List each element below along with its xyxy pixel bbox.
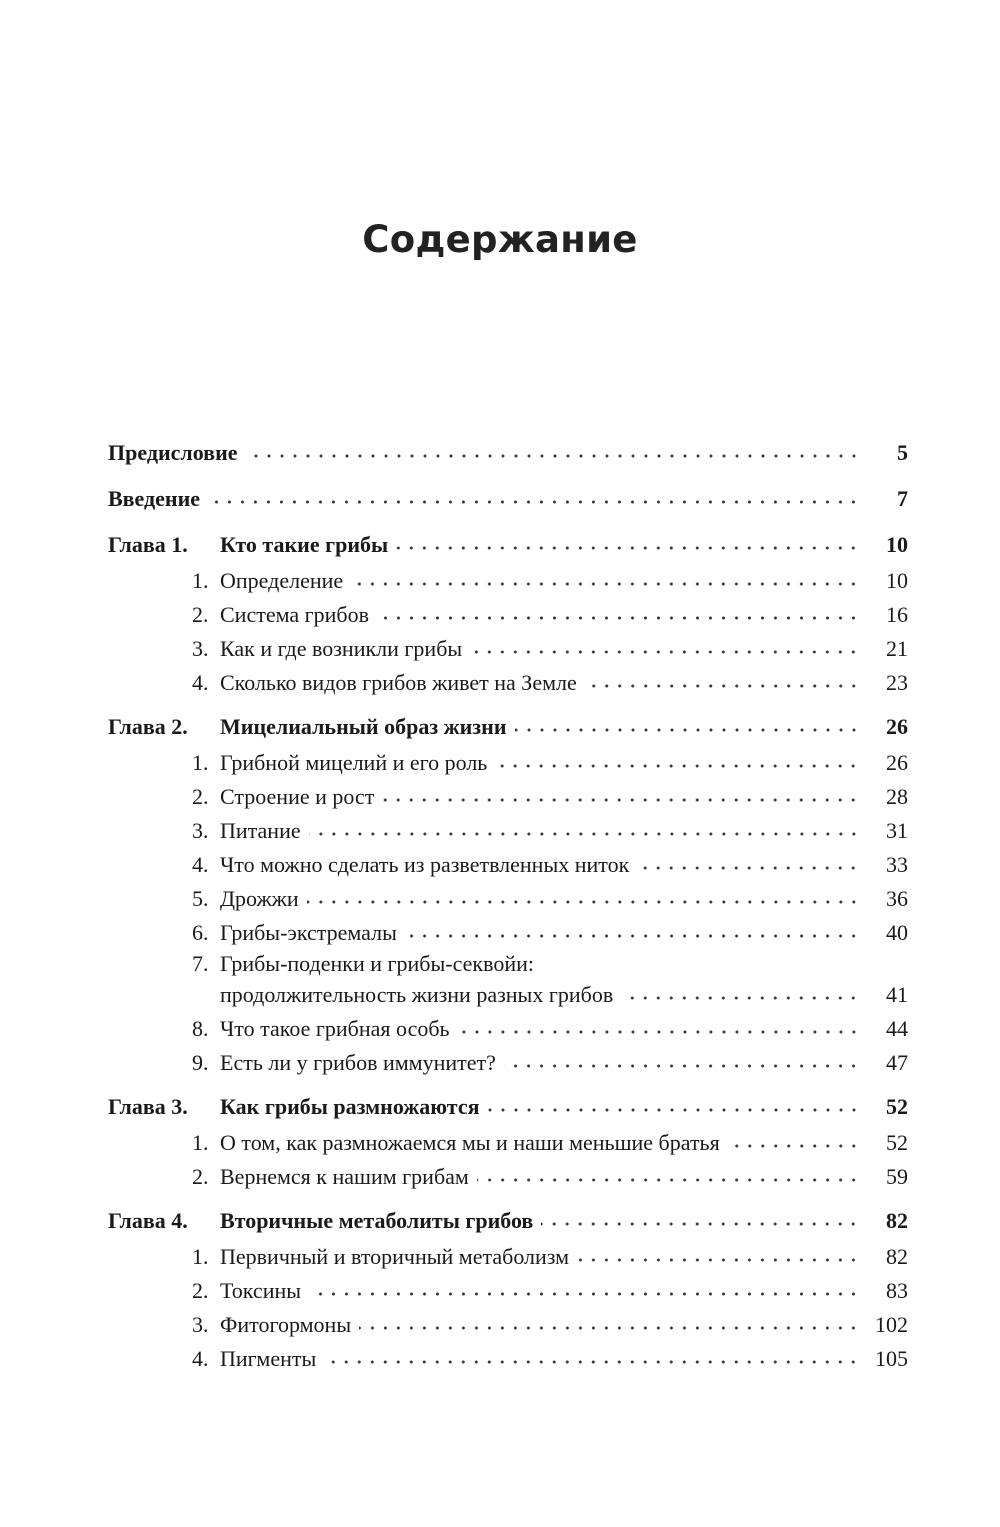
dot-leader bbox=[477, 1178, 860, 1182]
toc-front-entry[interactable] bbox=[108, 434, 908, 472]
toc-chapter-entry[interactable] bbox=[108, 526, 908, 564]
dot-leader bbox=[515, 728, 861, 732]
page-number: 33 bbox=[886, 852, 908, 877]
toc-section-entry[interactable] bbox=[108, 746, 908, 780]
section-title: Вернемся к нашим грибам bbox=[220, 1164, 469, 1189]
dot-leader bbox=[246, 454, 860, 458]
section-number: 2. bbox=[192, 784, 209, 809]
page-number: 36 bbox=[886, 886, 908, 911]
section-title: Строение и рост bbox=[220, 784, 375, 809]
section-number: 1. bbox=[192, 1130, 209, 1155]
entry-title: Как грибы размножаются bbox=[220, 1094, 480, 1119]
section-number: 4. bbox=[192, 852, 209, 877]
toc-chapter-entry[interactable] bbox=[108, 1088, 908, 1126]
toc-chapter-entry[interactable] bbox=[108, 708, 908, 746]
section-title: Первичный и вторичный метаболизм bbox=[220, 1244, 570, 1269]
page-number: 102 bbox=[875, 1312, 908, 1337]
dot-leader bbox=[621, 996, 860, 1000]
page-number: 7 bbox=[897, 486, 908, 511]
entry-title: Мицелиальный образ жизни bbox=[220, 714, 507, 739]
toc-section-entry[interactable] bbox=[108, 1342, 908, 1376]
section-title: Грибы-экстремалы bbox=[220, 920, 397, 945]
section-title: Токсины bbox=[220, 1278, 302, 1303]
section-title: Грибной мицелий и его роль bbox=[220, 750, 488, 775]
chapter-number: Глава 4. bbox=[108, 1208, 188, 1233]
toc-chapter-entry[interactable] bbox=[108, 1202, 908, 1240]
toc-section-entry[interactable] bbox=[108, 1046, 908, 1080]
toc-section-entry[interactable] bbox=[108, 882, 908, 916]
section-title-line bbox=[192, 950, 908, 978]
section-title-continued: продолжительность жизни разных грибов bbox=[220, 982, 614, 1007]
dot-leader bbox=[637, 866, 860, 870]
toc-section-entry[interactable] bbox=[108, 632, 908, 666]
toc-front-entry[interactable] bbox=[108, 480, 908, 518]
dot-leader bbox=[405, 934, 860, 938]
section-number: 1. bbox=[192, 750, 209, 775]
dot-leader bbox=[585, 684, 860, 688]
chapter-number: Глава 1. bbox=[108, 532, 188, 557]
page-number: 26 bbox=[886, 714, 908, 739]
dot-leader bbox=[495, 764, 860, 768]
section-number: 8. bbox=[192, 1016, 209, 1041]
section-number: 4. bbox=[192, 670, 209, 695]
page-number: 41 bbox=[886, 982, 908, 1007]
section-title: Как и где возникли грибы bbox=[220, 636, 463, 661]
dot-leader bbox=[359, 1326, 860, 1330]
entry-title: Кто такие грибы bbox=[220, 532, 389, 557]
dot-leader bbox=[324, 1360, 860, 1364]
page-number: 31 bbox=[886, 818, 908, 843]
dot-leader bbox=[396, 546, 860, 550]
page-number: 21 bbox=[886, 636, 908, 661]
section-number: 5. bbox=[192, 886, 209, 911]
toc-section-entry[interactable] bbox=[108, 916, 908, 950]
section-number: 2. bbox=[192, 602, 209, 627]
toc-section-entry[interactable] bbox=[108, 848, 908, 882]
page-number: 105 bbox=[875, 1346, 908, 1371]
section-title: Сколько видов грибов живет на Земле bbox=[220, 670, 577, 695]
dot-leader bbox=[377, 616, 860, 620]
page-number: 47 bbox=[886, 1050, 908, 1075]
toc-section-entry[interactable] bbox=[108, 950, 908, 1012]
dot-leader bbox=[728, 1144, 860, 1148]
page-number: 10 bbox=[886, 568, 908, 593]
dot-leader bbox=[382, 798, 860, 802]
page-number: 59 bbox=[886, 1164, 908, 1189]
page-number: 52 bbox=[886, 1130, 908, 1155]
section-title: О том, как размножаемся мы и наши меньшие братья bbox=[220, 1130, 720, 1155]
page-number: 23 bbox=[886, 670, 908, 695]
page-title: Содержание bbox=[362, 218, 638, 261]
page-number: 16 bbox=[886, 602, 908, 627]
toc-section-entry[interactable] bbox=[108, 564, 908, 598]
chapter-number: Глава 3. bbox=[108, 1094, 188, 1119]
dot-leader bbox=[309, 832, 860, 836]
section-title: Грибы-поденки и грибы-секвойи: bbox=[220, 951, 534, 976]
dot-leader bbox=[541, 1222, 860, 1226]
section-title: Определение bbox=[220, 568, 344, 593]
page-number: 40 bbox=[886, 920, 908, 945]
section-number: 4. bbox=[192, 1346, 209, 1371]
section-number: 2. bbox=[192, 1164, 209, 1189]
section-title: Система грибов bbox=[220, 602, 370, 627]
dot-leader bbox=[208, 500, 860, 504]
toc-section-entry[interactable] bbox=[108, 780, 908, 814]
dot-leader bbox=[351, 582, 860, 586]
dot-leader bbox=[488, 1108, 860, 1112]
section-title: Есть ли у грибов иммунитет? bbox=[220, 1050, 496, 1075]
section-title: Дрожжи bbox=[220, 886, 299, 911]
toc-section-entry[interactable] bbox=[108, 1012, 908, 1046]
toc-section-entry[interactable] bbox=[108, 1308, 908, 1342]
section-number: 1. bbox=[192, 568, 209, 593]
dot-leader bbox=[504, 1064, 860, 1068]
toc-section-entry[interactable] bbox=[108, 598, 908, 632]
page-number: 28 bbox=[886, 784, 908, 809]
page-number: 10 bbox=[886, 532, 908, 557]
section-number: 2. bbox=[192, 1278, 209, 1303]
section-number: 6. bbox=[192, 920, 209, 945]
page-number: 83 bbox=[886, 1278, 908, 1303]
dot-leader bbox=[470, 650, 860, 654]
section-number: 9. bbox=[192, 1050, 209, 1075]
section-number: 7. bbox=[192, 951, 209, 976]
entry-title: Введение bbox=[108, 486, 201, 511]
section-title: Что можно сделать из разветвленных ниток bbox=[220, 852, 630, 877]
section-number: 1. bbox=[192, 1244, 209, 1269]
page-number: 44 bbox=[886, 1016, 908, 1041]
toc-section-entry[interactable] bbox=[108, 1240, 908, 1274]
toc-section-entry[interactable] bbox=[108, 1126, 908, 1160]
table-of-contents bbox=[108, 426, 908, 1376]
section-number: 3. bbox=[192, 1312, 209, 1337]
page-number: 5 bbox=[897, 440, 908, 465]
section-title: Фитогормоны bbox=[220, 1312, 352, 1337]
page-number: 82 bbox=[886, 1208, 908, 1233]
page-number: 26 bbox=[886, 750, 908, 775]
dot-leader bbox=[577, 1258, 860, 1262]
dot-leader bbox=[309, 1292, 860, 1296]
section-number: 3. bbox=[192, 636, 209, 661]
toc-section-entry[interactable] bbox=[108, 814, 908, 848]
section-title: Питание bbox=[220, 818, 301, 843]
toc-section-entry[interactable] bbox=[108, 1160, 908, 1194]
entry-title: Вторичные метаболиты грибов bbox=[220, 1208, 534, 1233]
dot-leader bbox=[307, 900, 860, 904]
section-number: 3. bbox=[192, 818, 209, 843]
page-number: 52 bbox=[886, 1094, 908, 1119]
toc-section-entry[interactable] bbox=[108, 666, 908, 700]
entry-title: Предисловие bbox=[108, 440, 238, 465]
page-number: 82 bbox=[886, 1244, 908, 1269]
section-title-line bbox=[192, 978, 908, 1012]
chapter-number: Глава 2. bbox=[108, 714, 188, 739]
toc-section-entry[interactable] bbox=[108, 1274, 908, 1308]
dot-leader bbox=[458, 1030, 860, 1034]
section-title: Что такое грибная особь bbox=[220, 1016, 450, 1041]
section-title: Пигменты bbox=[220, 1346, 317, 1371]
